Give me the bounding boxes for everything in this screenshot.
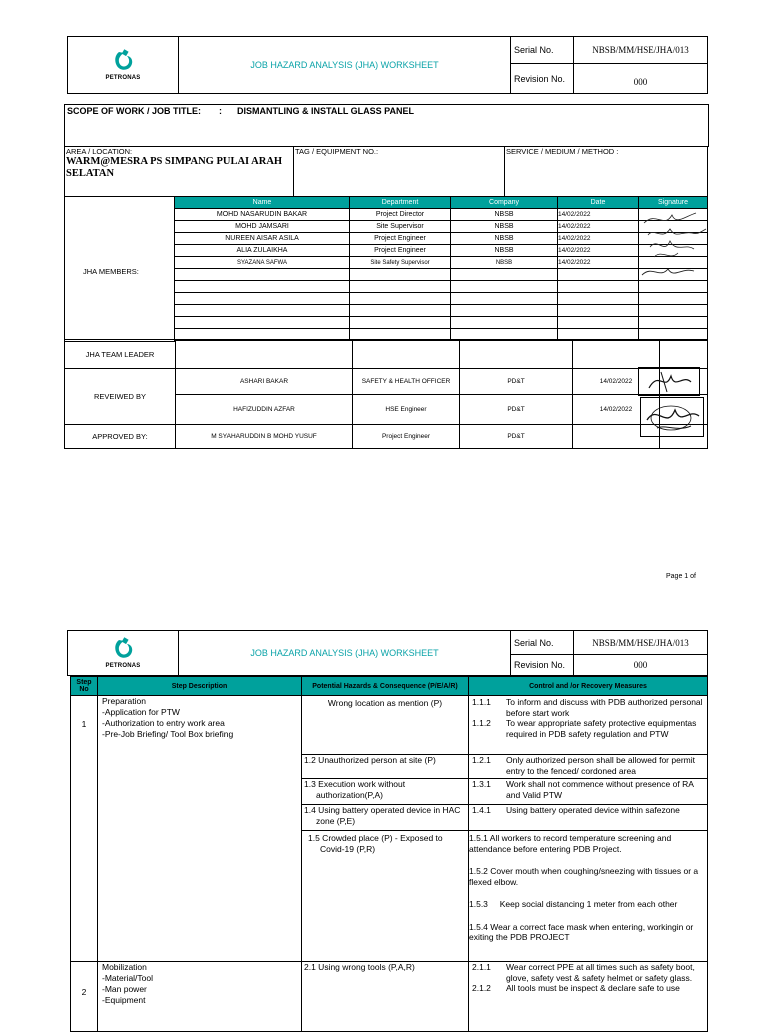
table-row xyxy=(175,293,708,305)
revision-value: 000 xyxy=(574,64,708,94)
reviewed-label: REVEIWED BY xyxy=(65,369,176,425)
control-text: 1.5.1 All workers to record temperature screening and attendance before entering PDB Project. xyxy=(469,833,672,854)
serial-label: Serial No. xyxy=(511,37,574,64)
step-description xyxy=(98,696,302,962)
document-title: JOB HAZARD ANALYSIS (JHA) WORKSHEET xyxy=(179,37,511,94)
reviewer-company: PD&T xyxy=(460,395,573,425)
desc-line: -Material/Tool xyxy=(102,973,154,983)
control-no: 1.1.1 xyxy=(472,697,491,707)
reviewer-name: HAFIZUDDIN AZFAR xyxy=(176,395,353,425)
control-no: 1.4.1 xyxy=(472,805,491,815)
area-row xyxy=(64,146,708,197)
tag-cell xyxy=(294,147,505,197)
col-date: Date xyxy=(558,197,639,209)
members-left-cell xyxy=(64,196,175,342)
hazard-item: 1.5 Crowded place (P) - Exposed to Covid-19 (P,R) xyxy=(302,830,468,960)
control-block xyxy=(469,804,707,830)
control-block xyxy=(469,778,707,804)
reviewer-company: PD&T xyxy=(460,369,573,395)
col-hazards: Potential Hazards & Consequence (P/E/A/R) xyxy=(302,677,469,696)
desc-line: -Pre-Job Briefing/ Tool Box briefing xyxy=(102,729,234,739)
member-date: 14/02/2022 xyxy=(558,245,639,257)
control-text: Work shall not commence without presence of RA and Valid PTW xyxy=(506,779,694,800)
reviewer-date: 14/02/2022 xyxy=(573,395,660,425)
member-company: NBSB xyxy=(451,233,558,245)
col-step-description: Step Description xyxy=(98,677,302,696)
scope-value: DISMANTLING & INSTALL GLASS PANEL xyxy=(237,106,414,116)
reviewer-date: 14/02/2022 xyxy=(573,369,660,395)
revision-label: Revision No. xyxy=(511,64,574,94)
member-company: NBSB xyxy=(451,221,558,233)
area-value: WARM@MESRA PS SIMPANG PULAI ARAH SELATAN xyxy=(66,156,283,179)
service-label: SERVICE / MEDIUM / METHOD : xyxy=(506,147,619,156)
table-row xyxy=(175,257,708,269)
desc-line: -Equipment xyxy=(102,995,146,1005)
approver-dept: Project Engineer xyxy=(353,425,460,449)
member-dept: Project Engineer xyxy=(350,233,451,245)
serial-label: Serial No. xyxy=(511,631,574,655)
table-row xyxy=(175,233,708,245)
serial-value: NBSB/MM/HSE/JHA/013 xyxy=(574,37,708,64)
col-signature: Signature xyxy=(639,197,708,209)
control-no: 1.2.1 xyxy=(472,755,491,765)
page2-header xyxy=(67,630,708,676)
control-text: To wear appropriate safety protective equipmentas required in PDB safety regulation and PTW xyxy=(506,718,697,739)
control-text: 1.5.3 Keep social distancing 1 meter from each other xyxy=(469,899,678,909)
approver-name: M SYAHARUDDIN B MOHD YUSUF xyxy=(176,425,353,449)
reviewer-dept: SAFETY & HEALTH OFFICER xyxy=(353,369,460,395)
table-row xyxy=(71,962,708,1032)
page-2 xyxy=(0,620,768,1024)
revision-label: Revision No. xyxy=(511,655,574,676)
table-row xyxy=(175,221,708,233)
table-row xyxy=(175,245,708,257)
control-text: 1.5.2 Cover mouth when coughing/sneezing with tissues or a flexed elbow. xyxy=(469,866,699,887)
col-name: Name xyxy=(175,197,350,209)
desc-line: -Man power xyxy=(102,984,147,994)
table-row xyxy=(71,696,708,962)
control-no: 1.3.1 xyxy=(472,779,491,789)
signature-mark xyxy=(641,398,703,436)
control-text: Only authorized person shall be allowed for permit entry to the fenced/ cordoned area xyxy=(506,755,695,776)
member-date: 14/02/2022 xyxy=(558,209,639,221)
scope-colon: : xyxy=(219,106,222,116)
tag-label: TAG / EQUIPMENT NO.: xyxy=(295,147,379,156)
table-row xyxy=(175,281,708,293)
col-controls: Control and /or Recovery Measures xyxy=(469,677,708,696)
serial-value: NBSB/MM/HSE/JHA/013 xyxy=(574,631,708,655)
control-block xyxy=(469,696,707,754)
control-block xyxy=(469,754,707,778)
hazard-item: 1.4 Using battery operated device in HAC zone (P,E) xyxy=(302,804,468,830)
service-cell xyxy=(505,147,708,197)
table-row xyxy=(175,209,708,221)
control-no: 1.1.2 xyxy=(472,718,491,728)
petronas-logo-icon xyxy=(110,637,136,661)
member-name: MOHD JAMSARI xyxy=(175,221,350,233)
signature-mark xyxy=(639,368,699,395)
controls-cell xyxy=(469,962,708,1032)
col-step-no: Step No xyxy=(71,677,98,696)
member-date: 14/02/2022 xyxy=(558,221,639,233)
desc-line: -Application for PTW xyxy=(102,707,180,717)
logo-cell xyxy=(68,631,179,676)
desc-line: -Authorization to entry work area xyxy=(102,718,225,728)
hazard-item: 2.1 Using wrong tools (P,A,R) xyxy=(302,962,469,1032)
hazard-item: 1.2 Unauthorized person at site (P) xyxy=(302,754,468,778)
desc-line: Preparation xyxy=(102,696,146,706)
desc-line: Mobilization xyxy=(102,962,147,972)
approved-label: APPROVED BY: xyxy=(65,425,176,449)
member-company: NBSB xyxy=(451,257,558,269)
hazard-item: 1.3 Execution work without authorization(P,A) xyxy=(302,778,468,804)
team-leader-label: JHA TEAM LEADER xyxy=(65,340,176,369)
area-cell xyxy=(65,147,294,197)
member-dept: Project Director xyxy=(350,209,451,221)
step-number: 1 xyxy=(71,696,98,962)
scope-box xyxy=(64,104,709,147)
member-signatures xyxy=(636,209,708,287)
revision-value: 000 xyxy=(574,655,708,676)
control-text: Wear correct PPE at all times such as safety boot, glove, safety vest & safety helmet or safety glass. xyxy=(506,962,695,983)
control-text: To inform and discuss with PDB authorized personal before start work xyxy=(506,697,703,718)
approval-table xyxy=(64,339,708,449)
hazard-item: Wrong location as mention (P) xyxy=(327,698,443,708)
logo-text: PETRONAS xyxy=(105,75,141,81)
control-text: 1.5.4 Wear a correct face mask when entering, workingin or exiting the PDB PROJECT xyxy=(469,921,694,942)
col-department: Department xyxy=(350,197,451,209)
member-dept: Project Engineer xyxy=(350,245,451,257)
reviewer-signature-box-2 xyxy=(640,397,704,437)
member-company: NBSB xyxy=(451,245,558,257)
reviewer-signature-box-1 xyxy=(638,367,700,396)
member-name: NUREEN AISAR ASILA xyxy=(175,233,350,245)
member-name: ALIA ZULAIKHA xyxy=(175,245,350,257)
members-label: JHA MEMBERS: xyxy=(83,267,139,276)
member-dept: Site Safety Supervisor xyxy=(350,257,451,269)
logo-cell xyxy=(68,37,179,94)
control-text: Using battery operated device within safezone xyxy=(506,805,680,815)
covid-controls xyxy=(469,830,707,960)
member-company: NBSB xyxy=(451,209,558,221)
member-name: SYAZANA SAFWA xyxy=(175,257,350,269)
document-title: JOB HAZARD ANALYSIS (JHA) WORKSHEET xyxy=(179,631,511,676)
table-row xyxy=(175,317,708,329)
control-text: All tools must be inspect & declare safe to use xyxy=(506,983,680,993)
petronas-logo-icon xyxy=(110,49,136,73)
member-name: MOHD NASARUDIN BAKAR xyxy=(175,209,350,221)
control-no: 2.1.1 xyxy=(472,962,491,972)
member-date: 14/02/2022 xyxy=(558,233,639,245)
approver-company: PD&T xyxy=(460,425,573,449)
area-label: AREA / LOCATION: xyxy=(66,147,133,156)
reviewer-name: ASHARI BAKAR xyxy=(176,369,353,395)
page-footer: Page 1 of xyxy=(666,573,696,580)
hazards-cell xyxy=(302,696,469,962)
table-row xyxy=(175,305,708,317)
jha-table xyxy=(70,676,708,1032)
member-date: 14/02/2022 xyxy=(558,257,639,269)
table-row xyxy=(175,269,708,281)
members-table xyxy=(174,196,708,341)
scope-label: SCOPE OF WORK / JOB TITLE: xyxy=(67,106,202,116)
step-number: 2 xyxy=(71,962,98,1032)
control-no: 2.1.2 xyxy=(472,983,491,993)
col-company: Company xyxy=(451,197,558,209)
logo-text: PETRONAS xyxy=(105,663,141,669)
page1-header xyxy=(67,36,708,94)
member-dept: Site Supervisor xyxy=(350,221,451,233)
controls-cell xyxy=(469,696,708,962)
reviewer-dept: HSE Engineer xyxy=(353,395,460,425)
step-description xyxy=(98,962,302,1032)
